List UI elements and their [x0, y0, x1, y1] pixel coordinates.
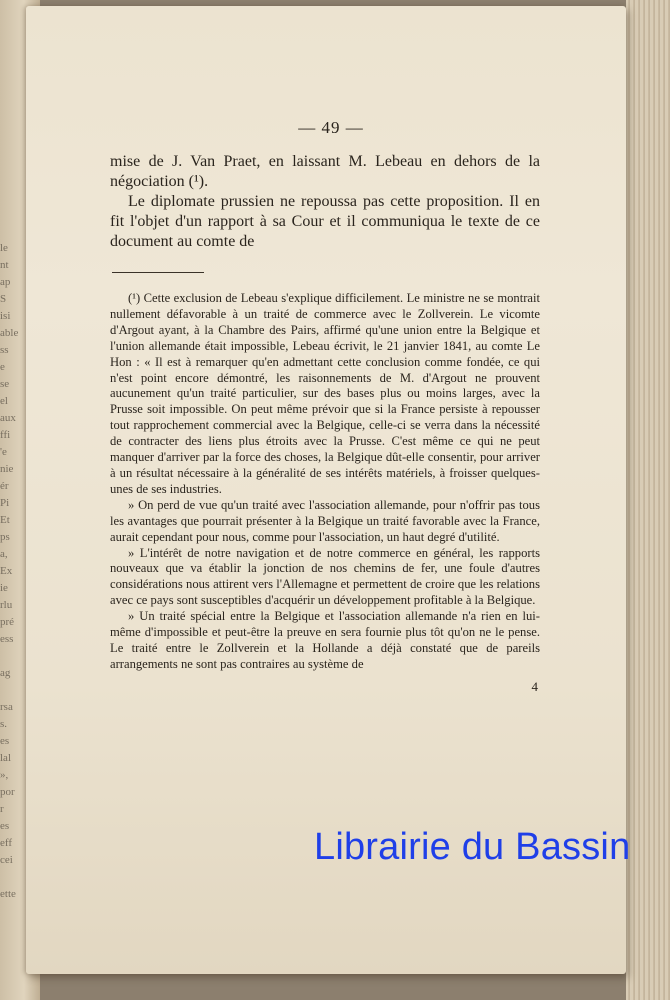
- facing-fragment: nt: [0, 259, 9, 271]
- facing-fragment: rlu: [0, 599, 13, 611]
- facing-fragment: es: [0, 820, 10, 832]
- facing-fragment: s.: [0, 718, 8, 730]
- facing-fragment: [0, 648, 26, 665]
- facing-fragment: [0, 869, 26, 886]
- facing-fragment: lal: [0, 752, 11, 764]
- facing-fragment: 'e: [0, 446, 7, 458]
- facing-fragment: [0, 682, 26, 699]
- watermark-text: Librairie du Bassin: [314, 826, 631, 868]
- facing-fragment: aux: [0, 412, 16, 424]
- body-paragraph-2: Le diplomate prussien ne repoussa pas cette proposition. Il en fit l'objet d'un rapport à sa Cour et il communiqua le texte de ce document au comte de: [110, 193, 540, 250]
- facing-fragment: e: [0, 361, 5, 373]
- facing-fragment: rsa: [0, 701, 13, 713]
- facing-fragment: pré: [0, 616, 15, 628]
- facing-fragment: ps: [0, 531, 10, 543]
- facing-fragment: ette: [0, 888, 16, 900]
- page-content: [110, 118, 540, 695]
- footnote-paragraph-1: (¹) Cette exclusion de Lebeau s'explique difficilement. Le ministre ne se montrait nullement défavorable à un traité de commerce avec le Zollverein. Le vicomte d'Argout ayant, à la Chambre des Pairs, affirmé qu'une union entre la Belgique et l'union allemande était impossible, Lebeau écrivit, le 21 janvier 1841, au comte Le Hon : « Il est à remarquer qu'en admettant cette conclusion comme fondée, ce qui n'est point encore démontré, les raisonnements de M. d'Argout ne prouvent aucunement qu'un traité particulier, sur des bases plus ou moins larges, avec la Prusse soit impossible. On peut même prévoir que si la France persiste à repousser tout rapprochement commercial avec la Belgique, celle-ci se verra dans la nécessité de contracter des liens plus étroits avec la Prusse. C'est même ce qui ne peut manquer d'arriver par la force des choses, la Belgique dût-elle consentir, pour arriver à un résultat nécessaire à la généralité de ses intérêts matériels, à froisser quelques-unes de ses industries.: [110, 291, 540, 496]
- facing-fragment: es: [0, 735, 10, 747]
- facing-fragment: S: [0, 293, 7, 305]
- facing-fragment: ér: [0, 480, 9, 492]
- facing-fragment: able: [0, 327, 19, 339]
- facing-fragment: el: [0, 395, 8, 407]
- facing-fragment: ag: [0, 667, 11, 679]
- facing-fragment: ess: [0, 633, 14, 645]
- facing-fragment: »,: [0, 769, 9, 781]
- footnote-separator: [112, 272, 204, 273]
- facing-fragment: Et: [0, 514, 10, 526]
- facing-fragment: ap: [0, 276, 11, 288]
- page-number: — 49 —: [298, 118, 364, 137]
- facing-fragment: eff: [0, 837, 13, 849]
- facing-fragment: por: [0, 786, 15, 798]
- facing-fragment: ss: [0, 344, 9, 356]
- facing-fragment: cei: [0, 854, 13, 866]
- facing-fragment: Ex: [0, 565, 13, 577]
- facing-page-text: [0, 240, 26, 900]
- facing-fragment: nie: [0, 463, 14, 475]
- signature-mark: 4: [531, 678, 538, 694]
- facing-fragment: ffi: [0, 429, 11, 441]
- footnote-paragraph-2: » On perd de vue qu'un traité avec l'association allemande, pour n'offrir pas tous les avantages que pourrait présenter à la Belgique un traité favorable avec la France, aurait cependant pour nous, comme pour l'association, un haut degré d'utilité.: [110, 497, 540, 544]
- facing-fragment: ie: [0, 582, 8, 594]
- page-edges: [626, 0, 670, 1000]
- body-paragraph-1: mise de J. Van Praet, en laissant M. Lebeau en dehors de la négociation (¹).: [110, 153, 540, 190]
- facing-fragment: Pi: [0, 497, 10, 509]
- facing-fragment: a,: [0, 548, 8, 560]
- facing-fragment: se: [0, 378, 10, 390]
- facing-fragment: isi: [0, 310, 11, 322]
- footnote-paragraph-4: » Un traité spécial entre la Belgique et l'association allemande n'a rien en lui-même d'impossible et peut-être la preuve en sera fournie plus tôt qu'on ne le pense. Le traité entre le Zollverein et la Hollande a déjà constaté que de pareils arrangements ne sont pas contraires au système de: [110, 609, 540, 671]
- facing-fragment: r: [0, 803, 4, 815]
- footnote-paragraph-3: » L'intérêt de notre navigation et de notre commerce en général, les rapports nouveaux que va établir la jonction de nos chemins de fer, une foule d'autres considérations nous attirent vers l'Allemagne et permettent de croire que les relations avec ce pays sont susceptibles d'acquérir un développement profitable à la Belgique.: [110, 545, 540, 608]
- facing-fragment: le: [0, 242, 8, 254]
